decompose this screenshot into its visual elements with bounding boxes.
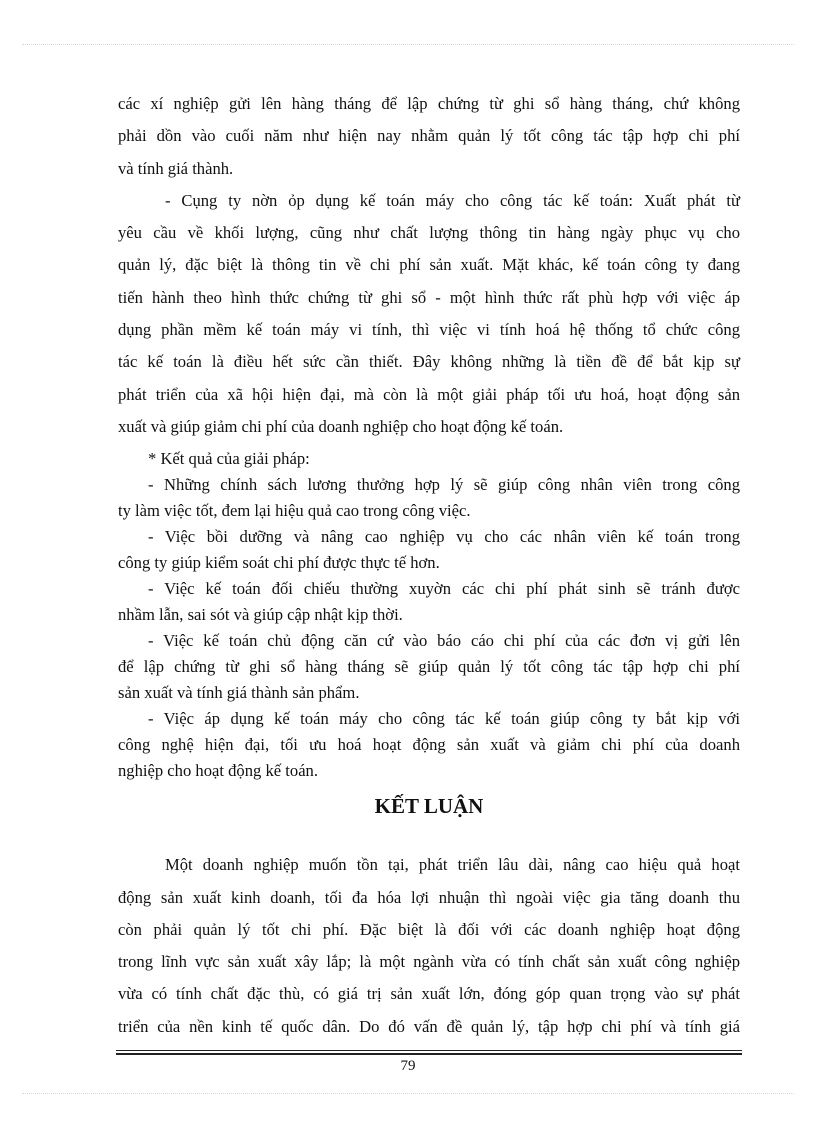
result-item: - Việc bồi dưỡng và nâng cao nghiệp vụ cho các nhân viên kế toán trong (148, 527, 740, 547)
section-heading: KẾT LUẬN (374, 794, 484, 819)
text-line: quản lý, đặc biệt là thông tin về chi phí sản xuất. Mặt khác, kế toán công ty đang (118, 255, 740, 275)
result-item: - Việc kế toán đối chiếu thường xuyờn các chi phí phát sinh sẽ tránh được (148, 579, 740, 599)
text-line: trong lĩnh vực sản xuất xây lắp; là một ngành vừa có tính chất sản xuất công nghiệp (118, 952, 740, 972)
text-line: nhầm lẫn, sai sót và giúp cập nhật kịp thời. (118, 605, 403, 625)
page-border-bottom (22, 1093, 794, 1094)
text-line: tiến hành theo hình thức chứng từ ghi sổ - một hình thức rất phù hợp với việc áp (118, 287, 740, 307)
text-line: sản xuất và tính giá thành sản phẩm. (118, 683, 360, 703)
text-line: tác kế toán là điều hết sức cần thiết. Đây không những là tiền đề để bắt kịp sự (118, 352, 740, 372)
paragraph-first-line: Một doanh nghiệp muốn tồn tại, phát triển lâu dài, nâng cao hiệu quả hoạt (165, 855, 740, 875)
page-border-top (22, 44, 794, 45)
text-line: còn phải quản lý tốt chi phí. Đặc biệt là đối với các doanh nghiệp hoạt động (118, 919, 740, 939)
text-line: và tính giá thành. (118, 158, 234, 178)
footer-rule (116, 1050, 742, 1055)
text-line: để lập chứng từ ghi sổ hàng tháng sẽ giúp quản lý tốt công tác tập hợp chi phí (118, 657, 740, 677)
results-heading: * Kết quả của giải pháp: (148, 449, 310, 469)
text-line: ty làm việc tốt, đem lại hiệu quả cao trong công việc. (118, 501, 471, 521)
text-line: công nghệ hiện đại, tối ưu hoá hoạt động sản xuất và giảm chi phí của doanh (118, 735, 740, 755)
result-item: - Những chính sách lương thưởng hợp lý sẽ giúp công nhân viên trong công (148, 475, 740, 495)
text-line: yêu cầu về khối lượng, cũng như chất lượng thông tin hàng ngày phục vụ cho (118, 223, 740, 243)
text-line: động sản xuất kinh doanh, tối đa hóa lợi nhuận thì ngoài việc gia tăng doanh thu (118, 887, 740, 907)
text-line: phát triển của xã hội hiện đại, mà còn là một giải pháp tối ưu hoá, hoạt động sản (118, 384, 740, 404)
text-line: triển của nền kinh tế quốc dân. Do đó vấn đề quản lý, tập hợp chi phí và tính giá (118, 1016, 740, 1036)
page-number: 79 (400, 1058, 416, 1074)
text-line: dụng phần mềm kế toán máy vi tính, thì việc vi tính hoá hệ thống tổ chức công (118, 320, 740, 340)
text-line: nghiệp cho hoạt động kế toán. (118, 761, 319, 781)
text-line: vừa có tính chất đặc thù, có giá trị sản xuất lớn, đóng góp quan trọng vào sự phát (118, 984, 740, 1004)
text-line: phải dồn vào cuối năm như hiện nay nhằm quản lý tốt công tác tập hợp chi phí (118, 126, 740, 146)
paragraph-first-line: - Cụng ty nờn ỏp dụng kế toán máy cho công tác kế toán: Xuất phát từ (165, 190, 740, 210)
body-text (118, 94, 740, 1037)
text-line: xuất và giúp giảm chi phí của doanh nghiệp cho hoạt động kế toán. (118, 416, 564, 436)
footer-rule-thick (116, 1053, 742, 1055)
text-line: các xí nghiệp gửi lên hàng tháng để lập chứng từ ghi sổ hàng tháng, chứ không (118, 94, 740, 113)
text-line: công ty giúp kiểm soát chi phí được thực tế hơn. (118, 553, 440, 573)
result-item: - Việc kế toán chủ động căn cứ vào báo cáo chi phí của các đơn vị gửi lên (148, 631, 740, 651)
result-item: - Việc áp dụng kế toán máy cho công tác kế toán giúp công ty bắt kịp với (148, 709, 740, 729)
footer-rule-thin (116, 1050, 742, 1051)
